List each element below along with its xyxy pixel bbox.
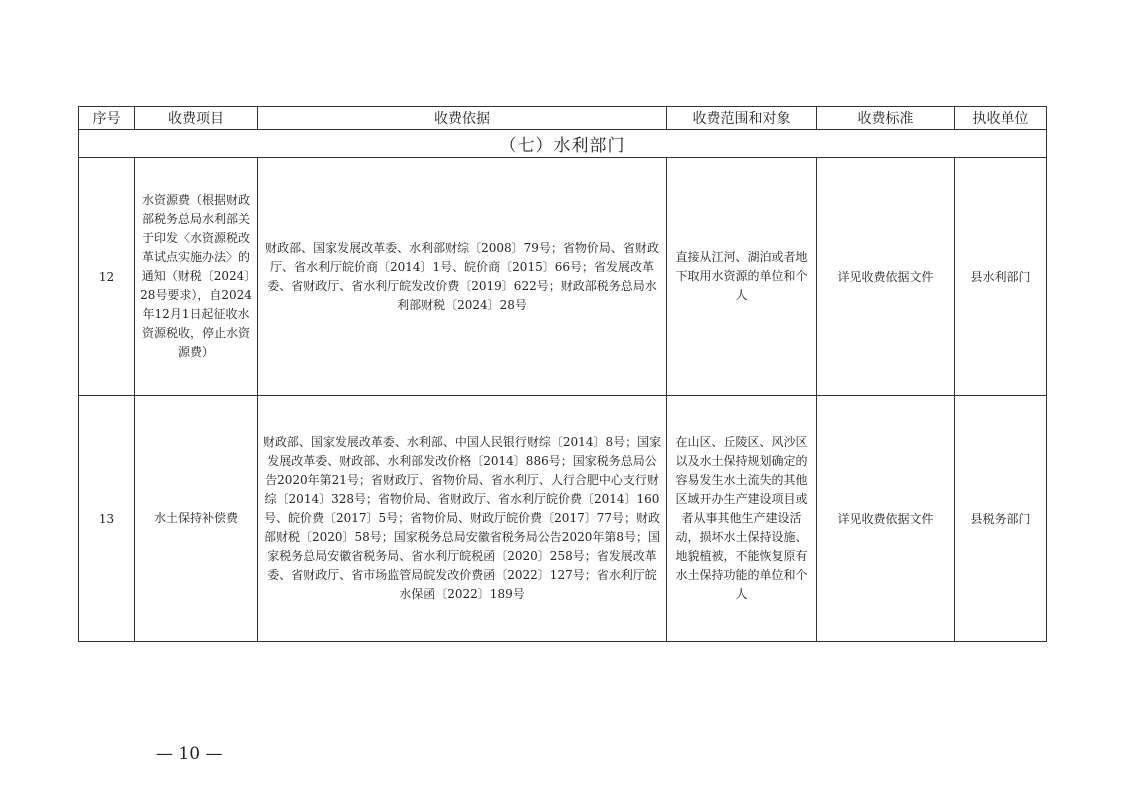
row-basis: 财政部、国家发展改革委、水利部、中国人民银行财综〔2014〕8号；国家发展改革委、财政部、水利部发改价格〔2014〕886号；国家税务总局公告2020年第21号；省财政厅、省物价局、省水利厅、人行合肥中心支行财综〔2014〕328号；省物价局、省财政厅、省水利厅皖价费〔2014〕160号、皖价费〔2017〕5号；省物价局、财政厅皖价费〔2017〕77号；财政部财税〔2020〕58号；国家税务总局安徽省税务局公告2020年第8号；国家税务总局安徽省税务局、省水利厅皖税函〔2020〕258号；省发展改革委、省财政厅、省市场监管局皖发改价费函〔2022〕127号；省水利厅皖水保函〔2022〕189号 <box>258 396 667 642</box>
row-item: 水土保持补偿费 <box>135 396 258 642</box>
header-row <box>79 107 1047 130</box>
table-row <box>79 158 1047 396</box>
row-standard: 详见收费依据文件 <box>817 396 955 642</box>
fee-table <box>78 106 1047 642</box>
header-item: 收费项目 <box>135 107 258 130</box>
header-scope: 收费范围和对象 <box>667 107 817 130</box>
section-row <box>79 130 1047 158</box>
row-seq: 12 <box>79 158 135 396</box>
row-standard: 详见收费依据文件 <box>817 158 955 396</box>
header-seq: 序号 <box>79 107 135 130</box>
row-unit: 县水利部门 <box>955 158 1047 396</box>
row-scope: 在山区、丘陵区、风沙区以及水土保持规划确定的容易发生水土流失的其他区域开办生产建设项目或者从事其他生产建设活动，损坏水土保持设施、地貌植被，不能恢复原有水土保持功能的单位和个人 <box>667 396 817 642</box>
table-row <box>79 396 1047 642</box>
row-basis: 财政部、国家发展改革委、水利部财综〔2008〕79号；省物价局、省财政厅、省水利厅皖价商〔2014〕1号、皖价商〔2015〕66号；省发展改革委、省财政厅、省水利厅皖发改价费〔2019〕622号；财政部税务总局水利部财税〔2024〕28号 <box>258 158 667 396</box>
row-unit: 县税务部门 <box>955 396 1047 642</box>
page-number: — 10 — <box>156 744 223 764</box>
row-scope: 直接从江河、湖泊或者地下取用水资源的单位和个人 <box>667 158 817 396</box>
section-title: （七）水利部门 <box>79 130 1047 158</box>
header-basis: 收费依据 <box>258 107 667 130</box>
row-seq: 13 <box>79 396 135 642</box>
header-unit: 执收单位 <box>955 107 1047 130</box>
header-standard: 收费标准 <box>817 107 955 130</box>
row-item: 水资源费（根据财政部税务总局水利部关于印发〈水资源税改革试点实施办法〉的通知（财税〔2024〕28号要求），自2024年12月1日起征收水资源税收，停止水资源费） <box>135 158 258 396</box>
